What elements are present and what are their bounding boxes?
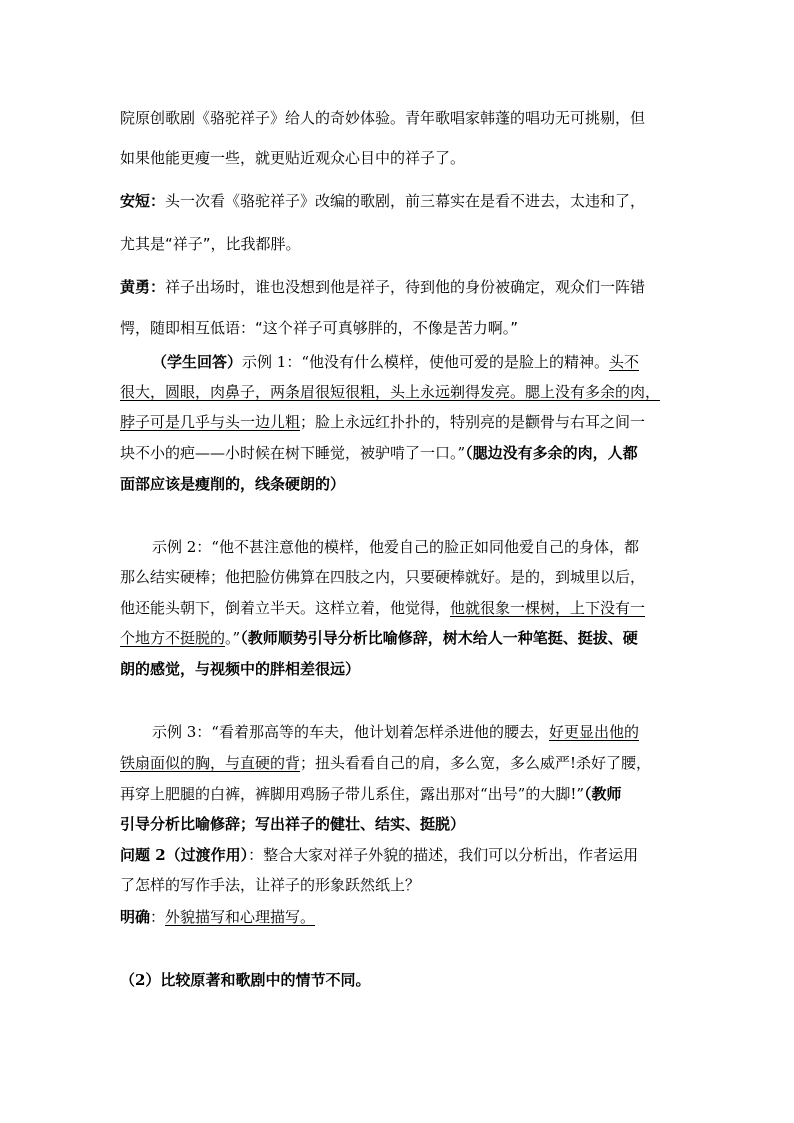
- text-segment: 铁扇面似的胸，与直硬的背: [120, 754, 301, 772]
- example-1-line-3: [120, 412, 645, 432]
- text-segment: ；脸上永远红扑扑的，特别亮的是颧骨与右耳之间一: [300, 413, 646, 431]
- text-segment: 安短：: [120, 192, 166, 210]
- text-segment: 他就很象一棵树，上下没有一: [450, 599, 646, 617]
- text-segment: 他还能头朝下，倒着立半天。这样立着，他觉得，: [120, 599, 451, 617]
- section-heading-2: [120, 970, 370, 990]
- text-segment: 示例 2：“他不甚注意他的模样，他爱自己的脸正如同他爱自己的身体，都: [152, 538, 639, 556]
- dialogue-huangyong-line-2: [120, 318, 518, 338]
- text-segment: ：整合大家对祥子外貌的描述，我们可以分析出，作者运用: [248, 846, 639, 864]
- example-2-line-5: [120, 659, 360, 679]
- example-1-line-1: [152, 352, 639, 372]
- text-segment: 。”: [225, 629, 241, 647]
- example-2-line-3: [120, 598, 645, 618]
- text-segment: （学生回答）: [152, 353, 243, 371]
- text-segment: 黄勇：: [120, 278, 166, 296]
- text-segment: 明确: [120, 908, 151, 926]
- text-segment: 引导分析比喻修辞；写出祥子的健壮、结实、挺脱）: [120, 815, 466, 833]
- text-segment: 问题 2（过渡作用）: [120, 846, 249, 864]
- text-segment: （腮边没有多余的肉，人都: [465, 444, 638, 462]
- example-3-line-3: [120, 784, 622, 804]
- text-segment: 块不小的疤——小时候在树下睡觉，被驴啃了一口。”: [120, 444, 466, 462]
- question-2-line-1: [120, 845, 638, 865]
- answer-line: [120, 907, 315, 927]
- text-segment: 祥子出场时，谁也没想到他是祥子，待到他的身份被确定，观众们一阵错: [165, 278, 646, 296]
- text-segment: 院原创歌剧《骆驼祥子》给人的奇妙体验。青年歌唱家韩蓬的唱功无可挑剔，但: [120, 109, 646, 127]
- text-segment: 头不: [609, 353, 640, 371]
- text-segment: （2）比较原著和歌剧中的情节不同。: [120, 971, 371, 989]
- example-3-line-2: [120, 753, 651, 773]
- example-2-line-1: [152, 537, 639, 557]
- text-segment: 尤其是“祥子”，比我都胖。: [120, 235, 301, 253]
- example-1-line-4: [120, 443, 638, 463]
- text-segment: 头一次看《骆驼祥子》改编的歌剧，前三幕实在是看不进去，太违和了，: [165, 192, 646, 210]
- question-2-line-2: [120, 875, 420, 895]
- text-segment: 示例 3：“看着那高等的车夫，他计划着怎样杀进他的腰去，: [152, 723, 549, 741]
- text-segment: （教师顺势引导分析比喻修辞，树木给人一种笔挺、挺拔、硬: [240, 629, 638, 647]
- example-3-line-4: [120, 814, 465, 834]
- example-2-line-2: [120, 567, 645, 587]
- para-line-2: [120, 148, 465, 168]
- text-segment: 外貌描写和心理描写。: [165, 908, 316, 926]
- example-3-line-1: [152, 722, 639, 742]
- text-segment: 了怎样的写作手法，让祥子的形象跃然纸上？: [120, 876, 421, 894]
- example-2-line-4: [120, 628, 638, 648]
- text-segment: 好更显出他的: [548, 723, 639, 741]
- text-segment: 愕，随即相互低语：“这个祥子可真够胖的，不像是苦力啊。”: [120, 319, 519, 337]
- dialogue-anduan-line-1: [120, 191, 645, 211]
- dialogue-anduan-line-2: [120, 234, 301, 254]
- text-segment: 面部应该是瘦削的，线条硬朗的）: [120, 475, 346, 493]
- text-segment: ：: [150, 908, 166, 926]
- text-segment: 再穿上肥腿的白裤，裤脚用鸡肠子带儿系住，露出那对“出号”的大脚!”: [120, 785, 585, 803]
- text-segment: （教师: [584, 785, 622, 803]
- para-line-1: [120, 108, 645, 128]
- text-segment: 个地方不挺脱的: [120, 629, 226, 647]
- dialogue-huangyong-line-1: [120, 277, 645, 297]
- text-segment: 朗的感觉，与视频中的胖相差很远）: [120, 660, 361, 678]
- text-segment: 那么结实硬棒；他把脸仿佛算在四肢之内，只要硬棒就好。是的，到城里以后，: [120, 568, 646, 586]
- text-segment: 如果他能更瘦一些，就更贴近观众心目中的祥子了。: [120, 149, 466, 167]
- text-segment: 很大，圆眼，肉鼻子，两条眉很短很粗，头上永远剃得发亮。腮上没有多余的肉，: [120, 383, 661, 401]
- text-segment: ；扭头看看自己的肩，多么宽，多么威严!杀好了腰，: [300, 754, 652, 772]
- text-segment: 脖子可是几乎与头一边儿粗: [120, 413, 301, 431]
- text-segment: 示例 1：“他没有什么模样，使他可爱的是脸上的精神。: [242, 353, 609, 371]
- example-1-line-2: [120, 382, 660, 402]
- example-1-line-5: [120, 474, 345, 494]
